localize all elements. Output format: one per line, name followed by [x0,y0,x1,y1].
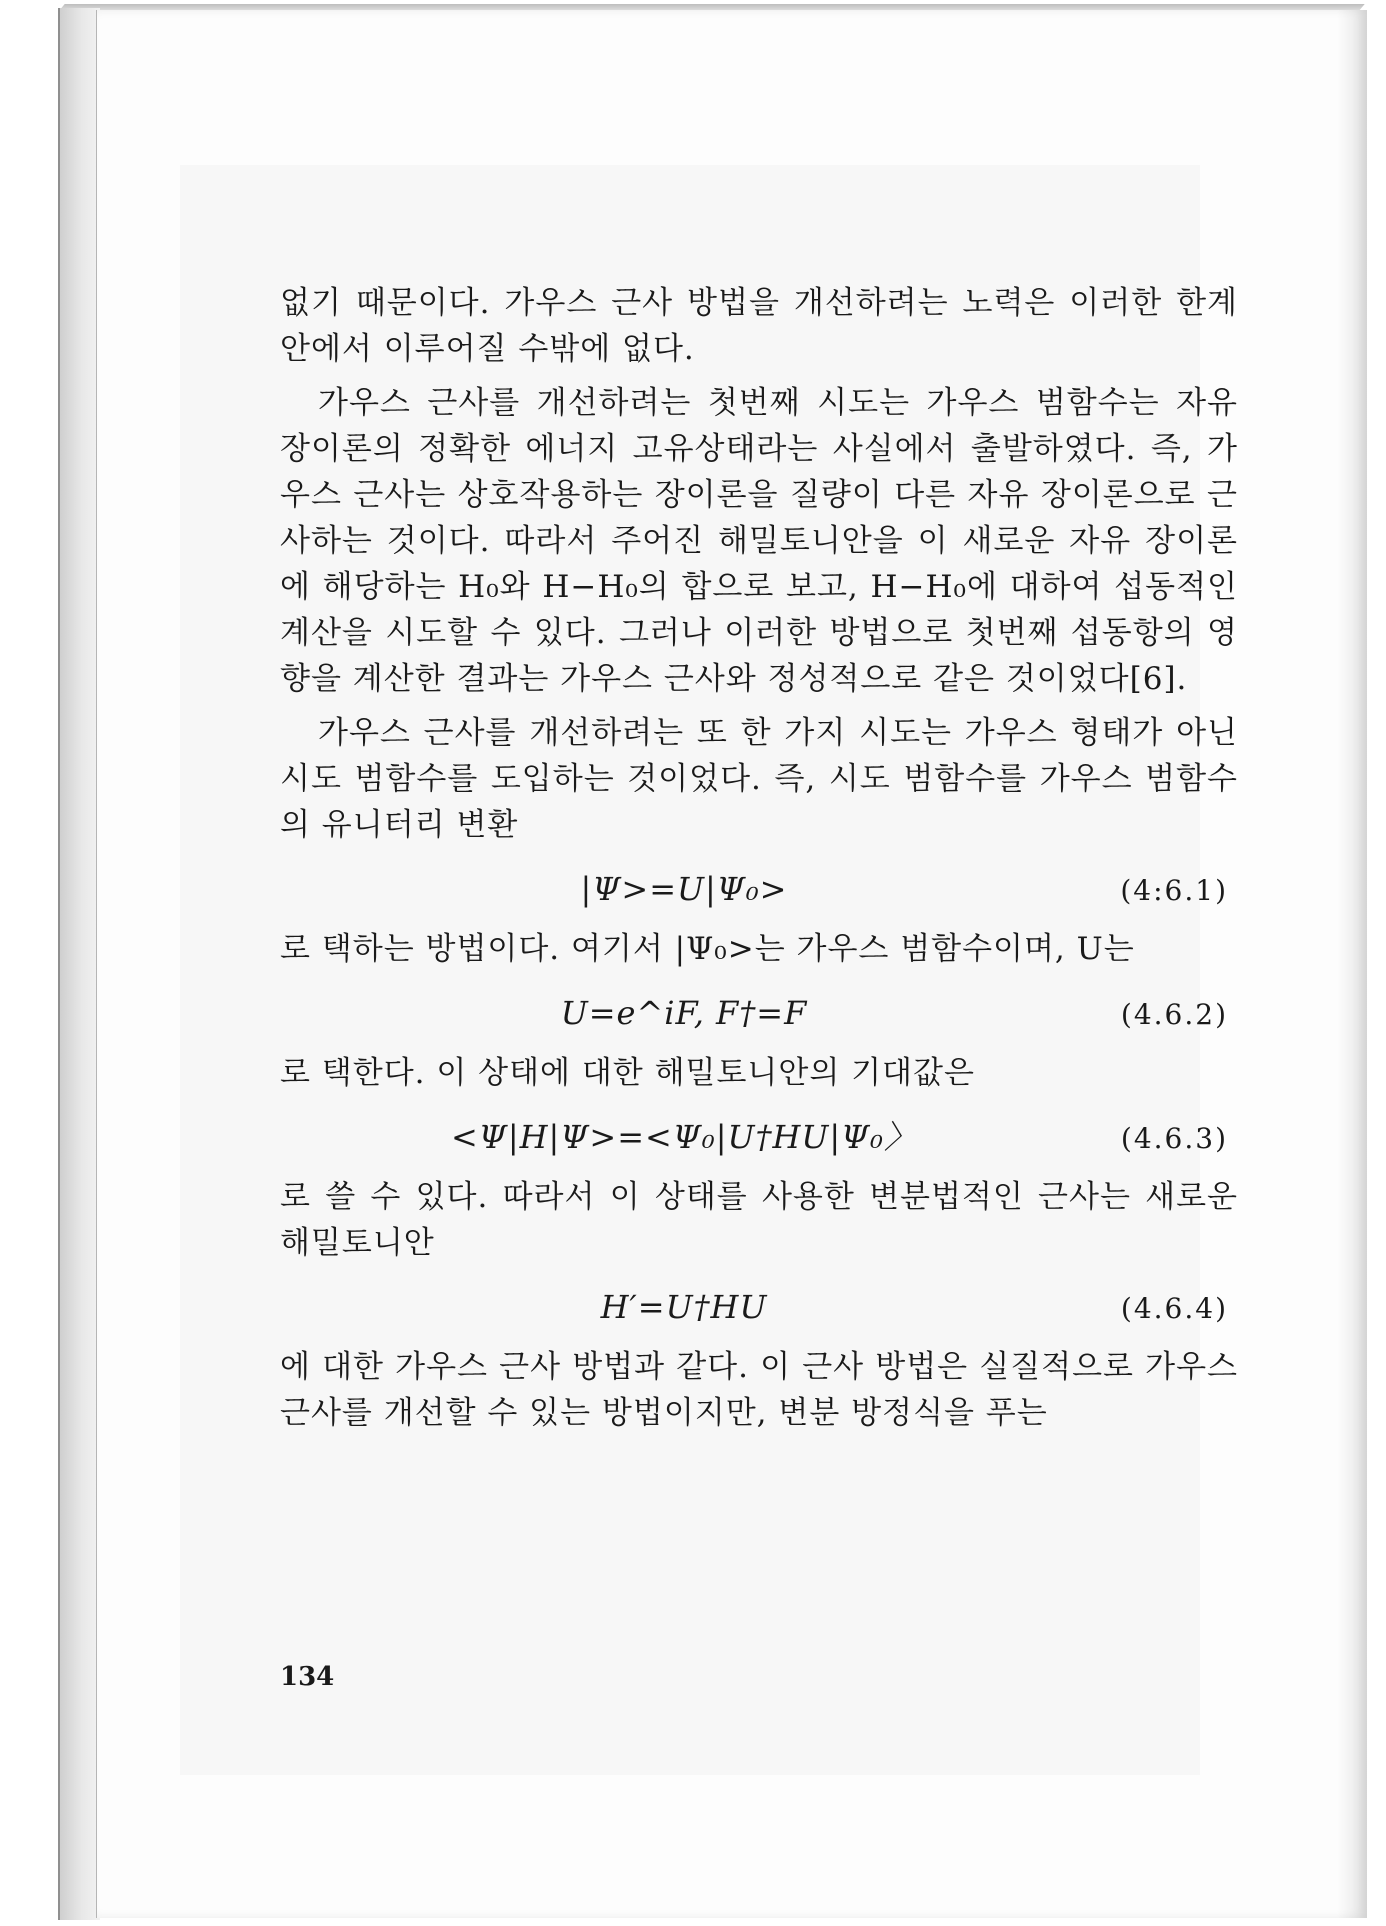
paragraph-3: 가우스 근사를 개선하려는 또 한 가지 시도는 가우스 형태가 아닌 시도 범함수를 도입하는 것이었다. 즉, 시도 범함수를 가우스 범함수의 유니터리 변환 [280,715,1238,843]
equation-4-6-4 [280,1274,1238,1344]
paragraph-after-eq2: 로 택한다. 이 상태에 대한 해밀토니안의 기대값은 [280,1055,975,1091]
equation-formula: |Ψ>=U|Ψ₀> [580,870,788,908]
paragraph-after-eq1: 로 택하는 방법이다. 여기서 |Ψ₀>는 가우스 범함수이며, U는 [280,931,1135,967]
paragraph-2: 가우스 근사를 개선하려는 첫번째 시도는 가우스 범함수는 자유 장이론의 정확한 에너지 고유상태라는 사실에서 출발하였다. 즉, 가우스 근사는 상호작용하는 장이론을 질량이 다른 자유 장이론으로 근사하는 것이다. 따라서 주어진 해밀토니안을 이 새로운 자유 장이론에 해당하는 H₀와 H−H₀의 합으로 보고, H−H₀에 대하여 섭동적인 계산을 시도할 수 있다. 그러나 이러한 방법으로 첫번째 섭동항의 영향을 계산한 결과는 가우스 근사와 정성적으로 같은 것이었다[6]. [280,385,1238,697]
paragraph-after-eq4: 에 대한 가우스 근사 방법과 같다. 이 근사 방법은 실질적으로 가우스 근사를 개선할 수 있는 방법이지만, 변분 방정식을 푸는 [280,1349,1238,1431]
equation-number: (4.6.3) [1120,1122,1228,1155]
page-shade [1337,10,1367,1918]
equation-formula: <Ψ|H|Ψ>=<Ψ₀|U†HU|Ψ₀〉 [450,1118,918,1156]
equation-formula: H′=U†HU [600,1288,768,1326]
paragraph-1: 없기 때문이다. 가우스 근사 방법을 개선하려는 노력은 이러한 한계 안에서 이루어질 수밖에 없다. [280,285,1238,367]
book-left-edge [58,8,100,1920]
equation-number: (4.6.4) [1120,1292,1228,1325]
equation-number: (4:6.1) [1120,874,1228,907]
text-block [280,280,1238,1444]
paragraph-after-eq3: 로 쓸 수 있다. 따라서 이 상태를 사용한 변분법적인 근사는 새로운 해밀토니안 [280,1179,1238,1261]
equation-4-6-2 [280,980,1238,1050]
equation-number: (4.6.2) [1120,998,1228,1031]
equation-4-6-1 [280,856,1238,926]
equation-4-6-3 [280,1104,1238,1174]
equation-formula: U=e^iF, F†=F [560,994,808,1032]
page-number: 134 [280,1662,335,1692]
